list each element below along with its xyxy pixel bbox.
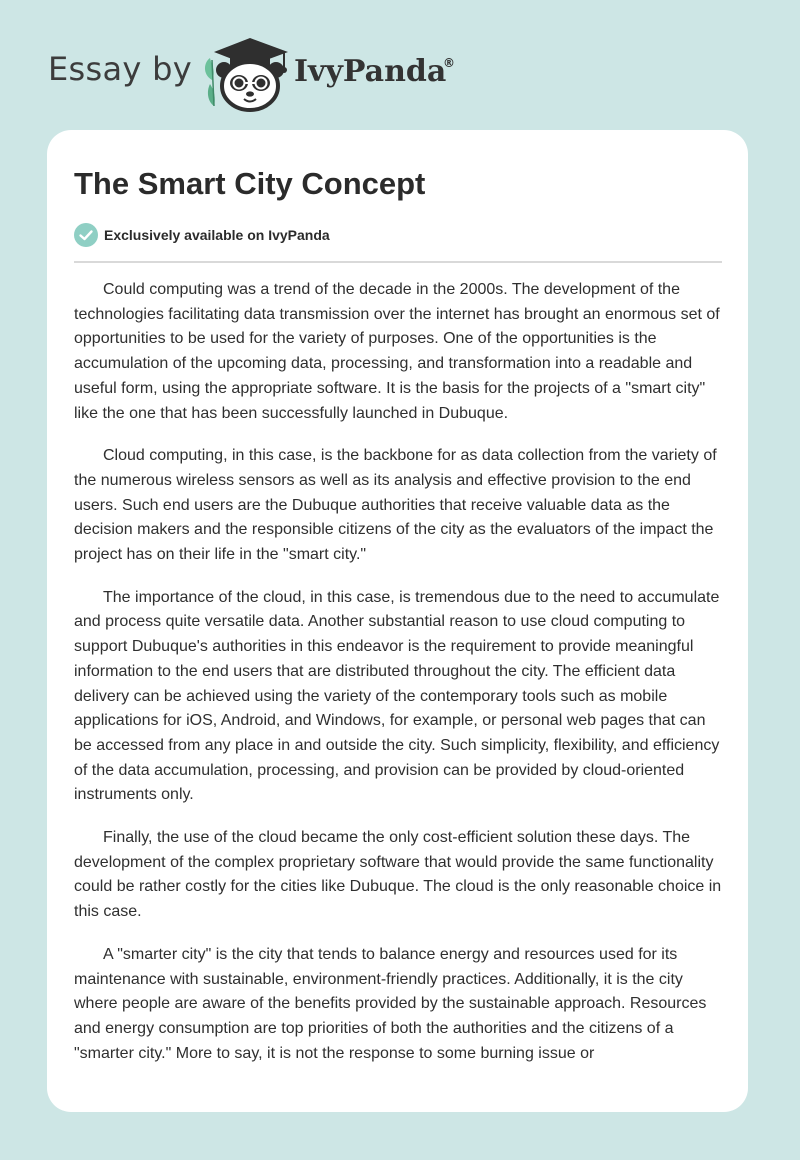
site-header bbox=[0, 0, 800, 130]
exclusive-badge bbox=[74, 222, 330, 248]
essay-body bbox=[74, 278, 726, 1084]
paragraph: The importance of the cloud, in this case, is tremendous due to the need to accumulate and process quite versatile data. Another substantial reason to use cloud computing to support Dubuque's authorities in this endeavor is the requirement to provide meaningful information to the end users that are distributed throughout the city. The efficient data delivery can be achieved using the variety of the contemporary tools such as mobile applications for iOS, Android, and Windows, for example, or personal web pages that can be accessed from any place in and outside the city. Such simplicity, flexibility, and efficiency of the data accumulation, processing, and provision can be provided by cloud-oriented instruments only. bbox=[74, 588, 720, 804]
brand-name[interactable]: IvyPanda bbox=[294, 54, 447, 89]
page-title: The Smart City Concept bbox=[74, 166, 426, 201]
panda-graduate-logo-icon[interactable] bbox=[200, 36, 296, 112]
exclusive-badge-label: Exclusively available on IvyPanda bbox=[104, 227, 330, 243]
paragraph: Cloud computing, in this case, is the backbone for as data collection from the variety of the numerous wireless sensors as well as its analysis and effective provision to the end users. Such end users are the Dubuque authorities that receive valuable data as the decision makers and the responsible citizens of the city as the evaluators of the impact the project has on their life in the "smart city." bbox=[74, 447, 717, 564]
paragraph: A "smarter city" is the city that tends to balance energy and resources used for its maintenance with sustainable, environment-friendly practices. Additionally, it is the city where people are aware of the benefits provided by the sustainable approach. Resources and energy consumption are top priorities of both the authorities and the citizens of a "smarter city." More to say, it is not the response to some burning issue or bbox=[74, 945, 707, 1062]
essay-card bbox=[47, 130, 748, 1112]
essay-by-label: Essay by bbox=[48, 50, 192, 88]
divider bbox=[74, 261, 722, 263]
paragraph: Could computing was a trend of the decade in the 2000s. The development of the technologies facilitating data transmission over the internet has brought an enormous set of opportunities to be used for the variety of purposes. One of the opportunities is the accumulation of the upcoming data, processing, and transformation into a readable and useful form, using the appropriate software. It is the basis for the projects of a "smart city" like the one that has been successfully launched in Dubuque. bbox=[74, 281, 720, 422]
paragraph: Finally, the use of the cloud became the only cost-efficient solution these days. The development of the complex proprietary software that would provide the same functionality could be rather costly for the cities like Dubuque. The cloud is the only reasonable choice in this case. bbox=[74, 829, 722, 921]
registered-mark: ® bbox=[443, 56, 455, 70]
check-circle-icon bbox=[74, 223, 98, 247]
